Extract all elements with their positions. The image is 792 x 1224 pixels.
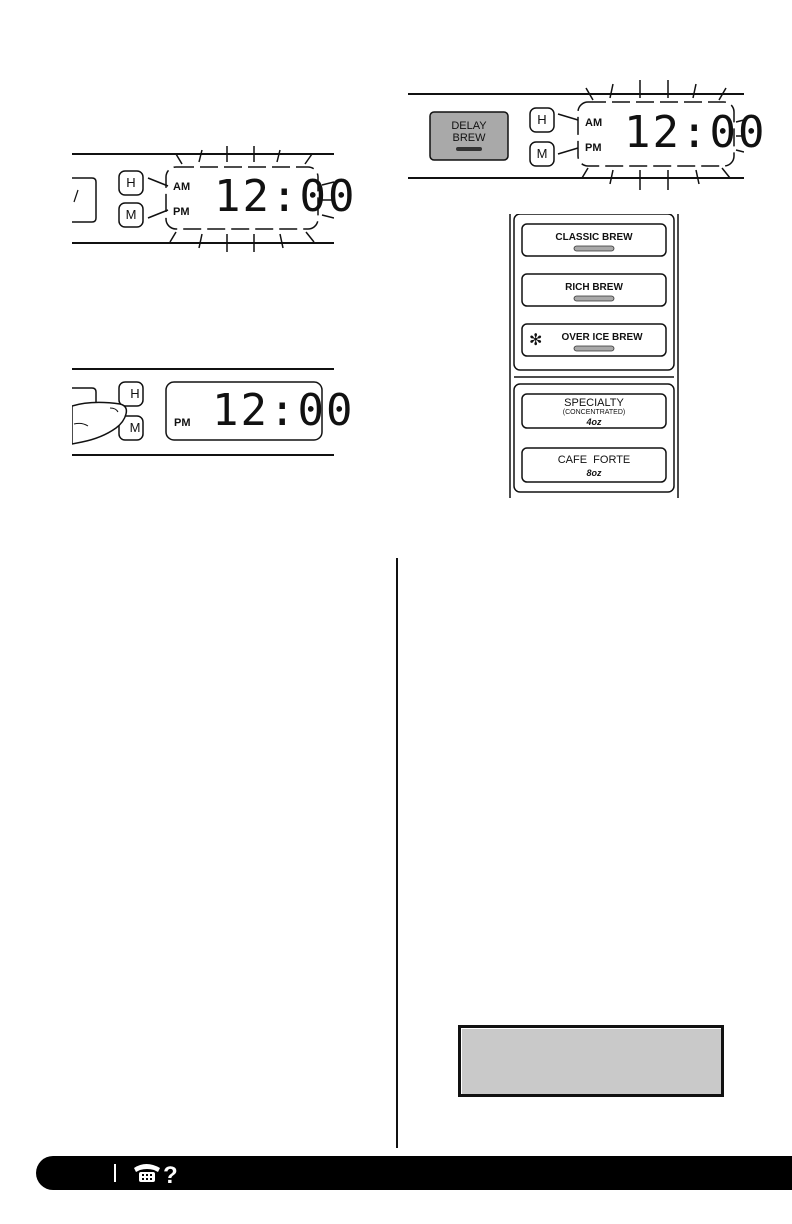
pm-indicator: PM [585, 142, 602, 154]
time-display: 12:00 [212, 385, 355, 436]
specialty-subtitle: (CONCENTRATED) [562, 409, 626, 416]
pm-indicator: PM [173, 206, 190, 218]
figure-press-hour [72, 364, 355, 460]
specialty-button[interactable]: SPECIALTY [564, 397, 624, 409]
cafe-forte-button[interactable]: CAFE FORTE [557, 454, 631, 466]
specialty-size: 4oz [586, 417, 602, 427]
am-indicator: AM [173, 181, 191, 193]
figure-brew-panel [500, 214, 682, 498]
figure-blinking-display [72, 140, 357, 258]
minute-button[interactable]: M [129, 420, 141, 435]
column-divider [396, 558, 398, 1148]
phone-question-icon [132, 1158, 184, 1188]
minute-button[interactable]: M [125, 207, 137, 222]
time-display: 12:00 [624, 107, 767, 158]
figure-delay-brew-display [408, 80, 767, 192]
delay-brew-label-2: BREW [452, 132, 486, 144]
am-indicator: AM [585, 117, 603, 129]
classic-brew-button[interactable]: CLASSIC BREW [555, 232, 633, 243]
time-display: 12:00 [214, 171, 357, 222]
note-box [458, 1025, 724, 1097]
delay-brew-label-1: DELAY [451, 120, 487, 132]
pm-indicator: PM [174, 417, 191, 429]
minute-button[interactable]: M [536, 146, 548, 161]
cafe-forte-size: 8oz [586, 468, 602, 478]
svg-text:?: ? [163, 1162, 178, 1188]
footer-divider [114, 1164, 116, 1182]
rich-brew-button[interactable]: RICH BREW [565, 282, 623, 293]
hour-button[interactable]: H [537, 112, 547, 127]
over-ice-brew-button[interactable]: OVER ICE BREW [561, 332, 643, 343]
hour-button[interactable]: H [130, 386, 140, 401]
hour-button[interactable]: H [126, 175, 136, 190]
snowflake-icon: ✻ [529, 332, 543, 349]
page-footer [36, 1156, 792, 1190]
